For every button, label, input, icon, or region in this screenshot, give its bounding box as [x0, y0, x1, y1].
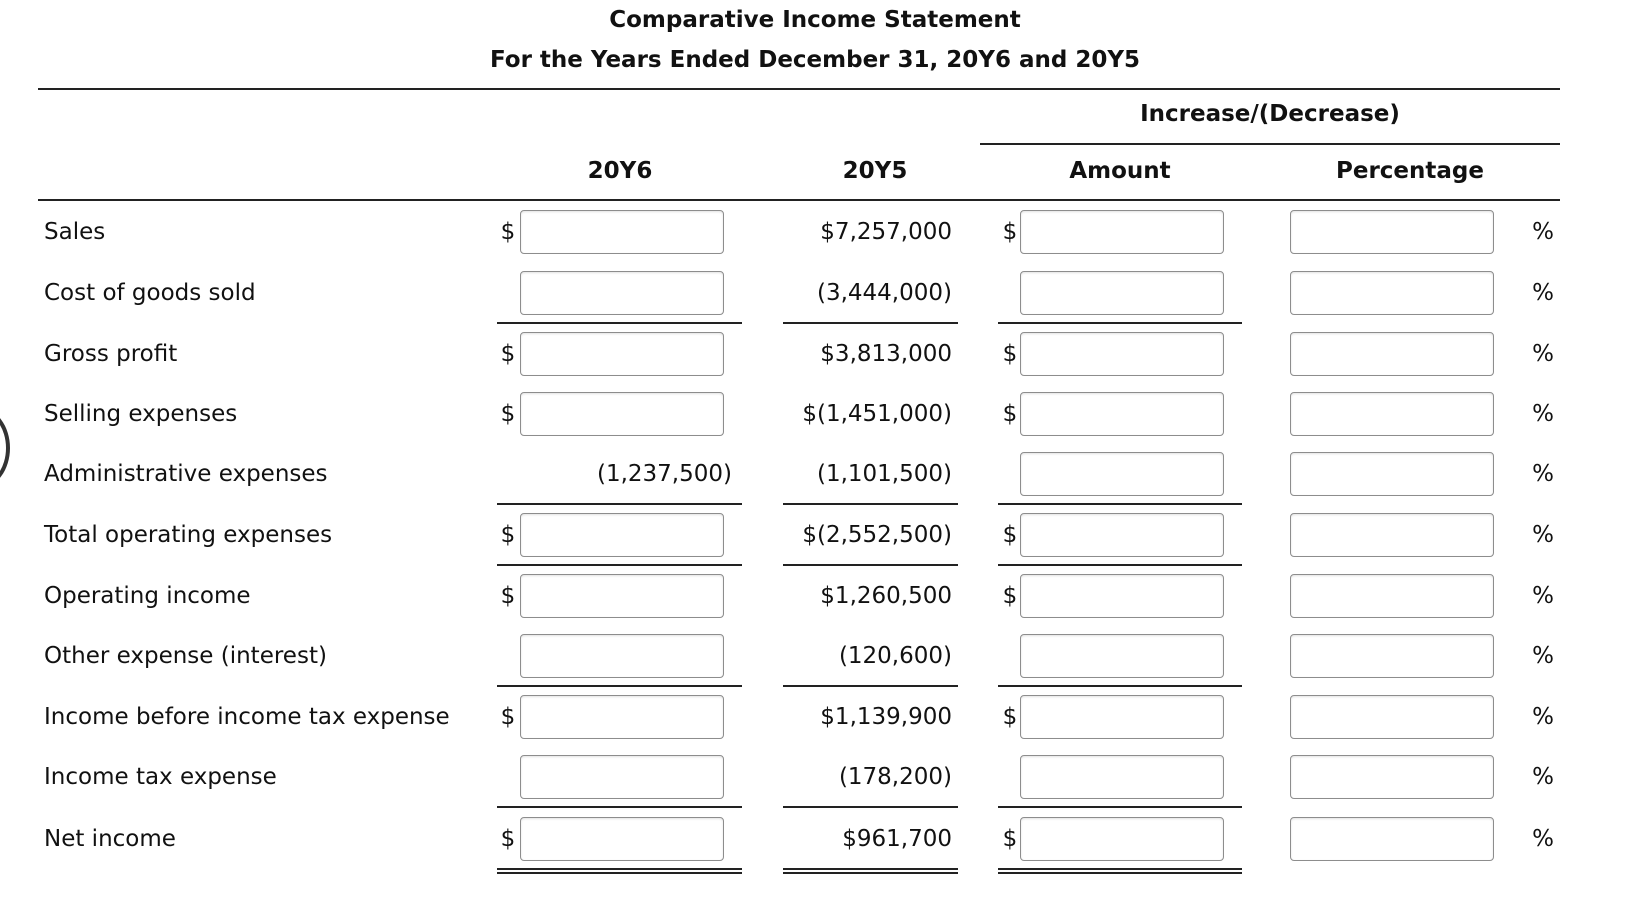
row-label-other-expense-interest: Other expense (interest): [44, 643, 327, 669]
percent-sign: %: [1532, 280, 1554, 306]
percent-sign: %: [1532, 704, 1554, 730]
single-underline: [783, 503, 958, 505]
row-label-operating-income: Operating income: [44, 583, 251, 609]
dollar-sign: $: [500, 341, 516, 367]
dollar-sign: $: [1002, 826, 1018, 852]
row-label-total-operating-expenses: Total operating expenses: [44, 522, 333, 548]
row-label-administrative-expenses: Administrative expenses: [44, 461, 328, 487]
double-underline: [497, 868, 742, 874]
dollar-sign: $: [500, 219, 516, 245]
col-header-20y5: 20Y5: [842, 158, 908, 184]
row-label-net-income: Net income: [44, 826, 176, 852]
value-20y5-income-tax-expense: (178,200): [838, 764, 952, 790]
input-20y6-gross-profit[interactable]: [520, 332, 724, 376]
input-amount-other-expense-interest[interactable]: [1020, 634, 1224, 678]
input-20y6-total-operating-expenses[interactable]: [520, 513, 724, 557]
percent-sign: %: [1532, 764, 1554, 790]
input-percentage-cost-of-goods-sold[interactable]: [1290, 271, 1494, 315]
dollar-sign: $: [500, 522, 516, 548]
dollar-sign: $: [1002, 219, 1018, 245]
value-20y5-selling-expenses: $(1,451,000): [802, 401, 952, 427]
value-20y5-net-income: $961,700: [842, 826, 952, 852]
dollar-sign: $: [1002, 583, 1018, 609]
row-label-cost-of-goods-sold: Cost of goods sold: [44, 280, 256, 306]
input-amount-cost-of-goods-sold[interactable]: [1020, 271, 1224, 315]
double-underline: [783, 868, 958, 874]
input-amount-income-tax-expense[interactable]: [1020, 755, 1224, 799]
single-underline: [998, 806, 1242, 808]
input-percentage-net-income[interactable]: [1290, 817, 1494, 861]
input-20y6-sales[interactable]: [520, 210, 724, 254]
input-percentage-total-operating-expenses[interactable]: [1290, 513, 1494, 557]
statement-subtitle: For the Years Ended December 31, 20Y6 and 20Y5: [490, 47, 1140, 73]
header-rule-bottom: [38, 199, 1560, 201]
dollar-sign: $: [1002, 401, 1018, 427]
input-amount-sales[interactable]: [1020, 210, 1224, 254]
input-amount-income-before-income-tax-expense[interactable]: [1020, 695, 1224, 739]
single-underline: [998, 322, 1242, 324]
input-amount-selling-expenses[interactable]: [1020, 392, 1224, 436]
partial-circle-decoration: [0, 408, 10, 488]
col-header-20y6: 20Y6: [587, 158, 653, 184]
percent-sign: %: [1532, 826, 1554, 852]
single-underline: [998, 685, 1242, 687]
dollar-sign: $: [500, 583, 516, 609]
value-20y5-gross-profit: $3,813,000: [820, 341, 952, 367]
input-20y6-operating-income[interactable]: [520, 574, 724, 618]
single-underline: [497, 564, 742, 566]
value-20y5-sales: $7,257,000: [820, 219, 952, 245]
col-header-amount: Amount: [1069, 158, 1171, 184]
input-amount-administrative-expenses[interactable]: [1020, 452, 1224, 496]
single-underline: [497, 322, 742, 324]
dollar-sign: $: [500, 704, 516, 730]
input-amount-total-operating-expenses[interactable]: [1020, 513, 1224, 557]
dollar-sign: $: [1002, 704, 1018, 730]
percent-sign: %: [1532, 643, 1554, 669]
value-20y5-administrative-expenses: (1,101,500): [816, 461, 952, 487]
value-20y5-income-before-income-tax-expense: $1,139,900: [820, 704, 952, 730]
increase-decrease-header: Increase/(Decrease): [1140, 101, 1400, 127]
percent-sign: %: [1532, 461, 1554, 487]
percent-sign: %: [1532, 219, 1554, 245]
row-label-income-tax-expense: Income tax expense: [44, 764, 277, 790]
row-label-income-before-income-tax-expense: Income before income tax expense: [44, 704, 450, 730]
input-20y6-income-tax-expense[interactable]: [520, 755, 724, 799]
row-label-gross-profit: Gross profit: [44, 341, 178, 367]
single-underline: [998, 564, 1242, 566]
header-rule-top: [38, 88, 1560, 90]
value-20y6-administrative-expenses: (1,237,500): [596, 461, 732, 487]
single-underline: [497, 806, 742, 808]
dollar-sign: $: [1002, 522, 1018, 548]
single-underline: [783, 322, 958, 324]
dollar-sign: $: [500, 826, 516, 852]
input-20y6-net-income[interactable]: [520, 817, 724, 861]
single-underline: [497, 685, 742, 687]
group-header-rule: [980, 143, 1560, 145]
input-percentage-gross-profit[interactable]: [1290, 332, 1494, 376]
row-label-selling-expenses: Selling expenses: [44, 401, 238, 427]
input-20y6-selling-expenses[interactable]: [520, 392, 724, 436]
value-20y5-cost-of-goods-sold: (3,444,000): [816, 280, 952, 306]
input-20y6-other-expense-interest[interactable]: [520, 634, 724, 678]
percent-sign: %: [1532, 401, 1554, 427]
input-percentage-administrative-expenses[interactable]: [1290, 452, 1494, 496]
input-20y6-income-before-income-tax-expense[interactable]: [520, 695, 724, 739]
single-underline: [998, 503, 1242, 505]
input-amount-gross-profit[interactable]: [1020, 332, 1224, 376]
value-20y5-total-operating-expenses: $(2,552,500): [802, 522, 952, 548]
single-underline: [783, 685, 958, 687]
row-label-sales: Sales: [44, 219, 106, 245]
dollar-sign: $: [1002, 341, 1018, 367]
input-percentage-operating-income[interactable]: [1290, 574, 1494, 618]
double-underline: [998, 868, 1242, 874]
input-percentage-income-tax-expense[interactable]: [1290, 755, 1494, 799]
value-20y5-other-expense-interest: (120,600): [838, 643, 952, 669]
input-amount-net-income[interactable]: [1020, 817, 1224, 861]
percent-sign: %: [1532, 522, 1554, 548]
percent-sign: %: [1532, 341, 1554, 367]
input-percentage-sales[interactable]: [1290, 210, 1494, 254]
input-percentage-selling-expenses[interactable]: [1290, 392, 1494, 436]
input-amount-operating-income[interactable]: [1020, 574, 1224, 618]
statement-title: Comparative Income Statement: [609, 7, 1021, 33]
percent-sign: %: [1532, 583, 1554, 609]
input-percentage-income-before-income-tax-expense[interactable]: [1290, 695, 1494, 739]
single-underline: [497, 503, 742, 505]
input-percentage-other-expense-interest[interactable]: [1290, 634, 1494, 678]
col-header-percentage: Percentage: [1336, 158, 1484, 184]
input-20y6-cost-of-goods-sold[interactable]: [520, 271, 724, 315]
value-20y5-operating-income: $1,260,500: [820, 583, 952, 609]
dollar-sign: $: [500, 401, 516, 427]
single-underline: [783, 806, 958, 808]
single-underline: [783, 564, 958, 566]
